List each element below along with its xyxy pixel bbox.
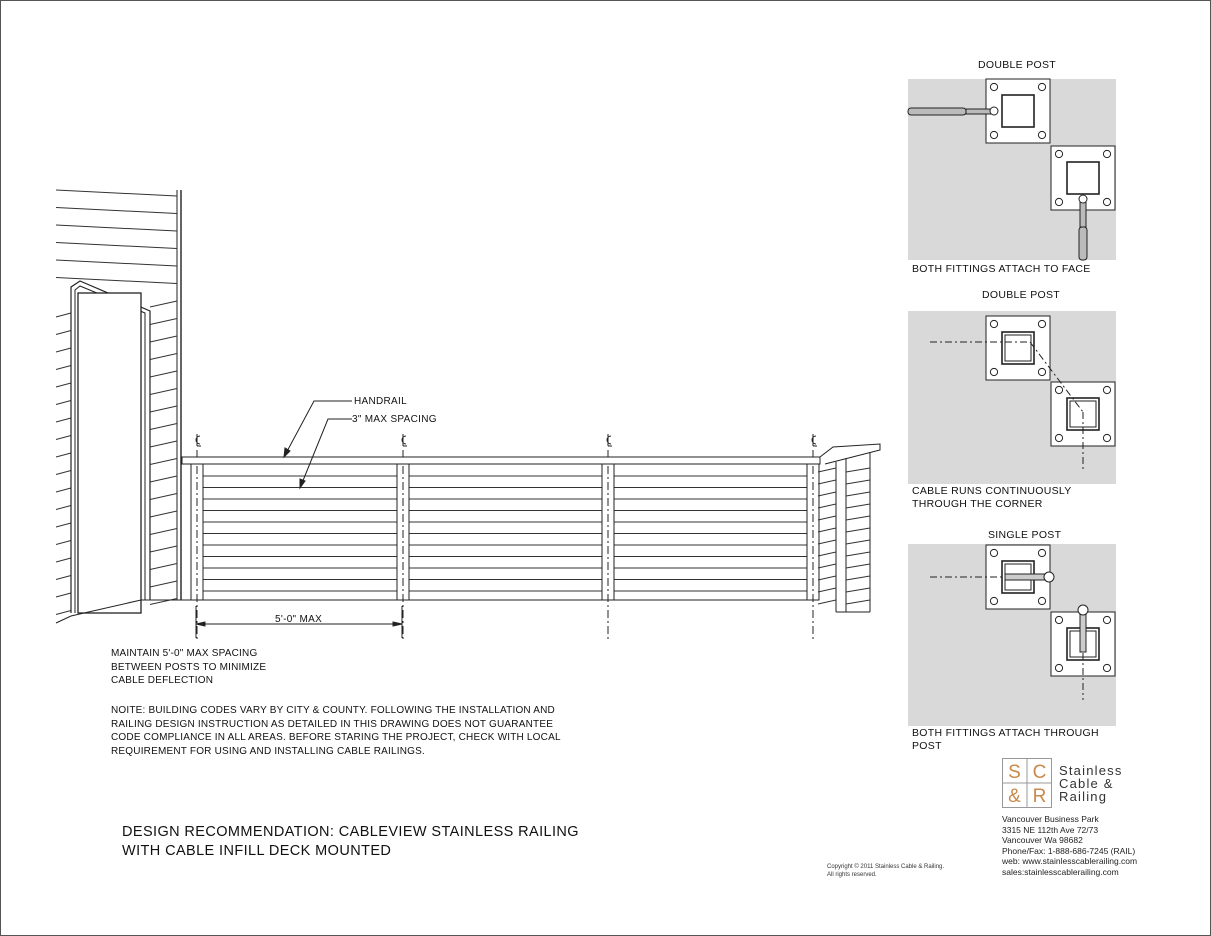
drawing-title <box>122 823 579 861</box>
logo-letter: S <box>1008 762 1021 783</box>
siding-board <box>818 516 836 520</box>
siding-board <box>56 593 71 597</box>
siding-board <box>846 588 870 592</box>
detail3-heading: SINGLE POST <box>988 529 1062 541</box>
siding-board <box>56 348 71 352</box>
siding-board <box>150 476 177 482</box>
spacing-note <box>111 647 266 688</box>
siding-board <box>56 366 71 370</box>
bolt-hole <box>1038 83 1045 90</box>
detail3-caption-line: POST <box>912 740 942 752</box>
address-line: sales:stainlesscablerailing.com <box>1002 866 1119 877</box>
detail1-caption: BOTH FITTINGS ATTACH TO FACE <box>912 263 1091 275</box>
post-spacing-dimension-label: 5'-0" MAX <box>275 614 323 625</box>
logo-letter: R <box>1032 786 1047 807</box>
copyright <box>827 863 944 879</box>
siding-board <box>56 418 71 422</box>
siding-board <box>818 540 836 544</box>
siding-board <box>818 480 836 484</box>
siding-board <box>56 611 71 615</box>
company-logo <box>1002 758 1052 808</box>
siding-board <box>56 383 71 387</box>
siding-board <box>150 581 177 587</box>
post-tube <box>1002 95 1034 127</box>
bolt-hole <box>990 131 997 138</box>
siding-board <box>56 576 71 580</box>
siding-board <box>150 511 177 517</box>
siding-board <box>846 480 870 484</box>
company-name-line: Stainless <box>1059 763 1123 778</box>
cable-infill <box>203 476 808 591</box>
siding-board <box>150 389 177 395</box>
address-line: web: www.stainlesscablerailing.com <box>1002 856 1138 867</box>
title-line: WITH CABLE INFILL DECK MOUNTED <box>122 843 392 859</box>
siding-board <box>56 260 177 266</box>
leader-lines <box>284 401 352 488</box>
detail2-caption-line: CABLE RUNS CONTINUOUSLY <box>912 485 1072 497</box>
address-line: Phone/Fax: 1-888-686-7245 (RAIL) <box>1002 845 1136 856</box>
siding-board <box>56 453 71 457</box>
siding-board <box>818 564 836 568</box>
siding-board <box>56 488 71 492</box>
siding-board <box>846 528 870 532</box>
bolt-hole <box>1055 386 1062 393</box>
siding-board <box>150 301 177 307</box>
bolt-hole <box>1103 434 1110 441</box>
title-line: DESIGN RECOMMENDATION: CABLEVIEW STAINLESS RAILING <box>122 824 579 840</box>
siding-board <box>818 552 836 556</box>
spacing-leader <box>300 419 352 488</box>
handrail-leader <box>284 401 352 457</box>
siding-board <box>150 406 177 412</box>
siding-board <box>150 529 177 535</box>
centerline-symbol <box>196 434 201 446</box>
siding-board <box>818 588 836 592</box>
siding-board <box>846 540 870 544</box>
copyright-line: Copyright © 2011 Stainless Cable & Railing. <box>827 864 945 870</box>
bolt-hole <box>1038 131 1045 138</box>
bolt-hole <box>1038 597 1045 604</box>
bolt-hole <box>1103 198 1110 205</box>
siding-board <box>818 600 836 604</box>
siding-board <box>846 504 870 508</box>
siding-board <box>56 278 177 284</box>
siding-board <box>150 599 177 605</box>
building-codes-note <box>111 704 561 758</box>
siding-board <box>56 225 177 231</box>
centerline-symbol <box>812 434 817 446</box>
siding-board <box>846 576 870 580</box>
siding-board <box>150 546 177 552</box>
siding-board <box>150 424 177 430</box>
siding-board <box>818 528 836 532</box>
bolt-hole <box>1055 198 1062 205</box>
bolt-hole <box>1038 320 1045 327</box>
detail2-caption-line: THROUGH THE CORNER <box>912 498 1043 510</box>
right-wall <box>818 452 870 612</box>
company-address <box>1002 814 1137 878</box>
siding-board <box>846 564 870 568</box>
bolt-hole <box>1103 386 1110 393</box>
spacing-note-line: MAINTAIN 5'-0" MAX SPACING <box>111 648 258 659</box>
siding-board <box>56 558 71 562</box>
spacing-note-line: CABLE DEFLECTION <box>111 675 214 686</box>
siding-board <box>150 336 177 342</box>
bolt-hole <box>990 549 997 556</box>
siding-board <box>846 468 870 472</box>
codes-note-line: REQUIREMENT FOR USING AND INSTALLING CABLE RAILINGS. <box>111 745 425 757</box>
siding-board <box>56 471 71 475</box>
siding-board <box>56 190 177 196</box>
siding-board <box>818 492 836 496</box>
siding-board <box>818 504 836 508</box>
copyright-line: All rights reserved. <box>827 872 877 878</box>
siding-board <box>150 494 177 500</box>
siding-board <box>56 243 177 249</box>
address-line: 3315 NE 112th Ave 72/73 <box>1002 824 1099 835</box>
siding-board <box>56 523 71 527</box>
bolt-hole <box>1055 434 1062 441</box>
logo-letter: & <box>1008 786 1021 807</box>
bolt-hole <box>1038 549 1045 556</box>
siding-board <box>150 319 177 325</box>
siding-board <box>56 313 71 317</box>
siding-board <box>56 436 71 440</box>
bolt-hole <box>990 597 997 604</box>
siding-board <box>846 492 870 496</box>
detail2-heading: DOUBLE POST <box>982 289 1060 301</box>
bolt-hole <box>1055 664 1062 671</box>
door <box>71 281 150 613</box>
post-tube <box>1067 162 1099 194</box>
handrail-label: HANDRAIL <box>354 396 407 407</box>
bolt-hole <box>1055 150 1062 157</box>
bolt-hole <box>990 368 997 375</box>
address-line: Vancouver Wa 98682 <box>1002 835 1083 846</box>
codes-note-line: CODE COMPLIANCE IN ALL AREAS. BEFORE STARING THE PROJECT, CHECK WITH LOCAL <box>111 732 561 743</box>
siding-board <box>56 208 177 214</box>
address-line: Vancouver Business Park <box>1002 814 1099 824</box>
spacing-label: 3" MAX SPACING <box>352 414 437 425</box>
bolt-hole <box>1038 368 1045 375</box>
siding-board <box>150 371 177 377</box>
bolt-hole <box>1055 616 1062 623</box>
logo-letter: C <box>1032 762 1047 783</box>
bolt-hole <box>1103 616 1110 623</box>
centerline-symbol <box>402 434 407 446</box>
siding-board <box>150 459 177 465</box>
bolt-hole <box>990 320 997 327</box>
siding-board <box>56 506 71 510</box>
bolt-hole <box>990 83 997 90</box>
siding-board <box>56 541 71 545</box>
siding-board <box>846 600 870 604</box>
base-plate <box>986 316 1050 380</box>
siding-board <box>56 401 71 405</box>
siding-board <box>846 552 870 556</box>
siding-board <box>150 354 177 360</box>
codes-note-line: NOITE: BUILDING CODES VARY BY CITY & COUNTY. FOLLOWING THE INSTALLATION AND <box>111 705 555 716</box>
centerline-symbol <box>607 434 612 446</box>
codes-note-line: RAILING DESIGN INSTRUCTION AS DETAILED IN THIS DRAWING DOES NOT GUARANTEE <box>111 718 554 730</box>
bolt-hole <box>1103 664 1110 671</box>
siding-board <box>56 331 71 335</box>
company-name <box>1059 764 1123 803</box>
siding-board <box>818 576 836 580</box>
siding-board <box>846 516 870 520</box>
spacing-note-line: BETWEEN POSTS TO MINIMIZE <box>111 661 267 673</box>
detail1-heading: DOUBLE POST <box>978 59 1056 71</box>
siding-board <box>150 441 177 447</box>
detail3-caption-line: BOTH FITTINGS ATTACH THROUGH <box>912 727 1099 739</box>
company-name-line: Cable & <box>1059 776 1114 791</box>
bolt-hole <box>1103 150 1110 157</box>
siding-board <box>150 564 177 570</box>
company-name-line: Railing <box>1059 789 1108 804</box>
post-tube-inner <box>1005 335 1031 361</box>
siding-board <box>818 468 836 472</box>
